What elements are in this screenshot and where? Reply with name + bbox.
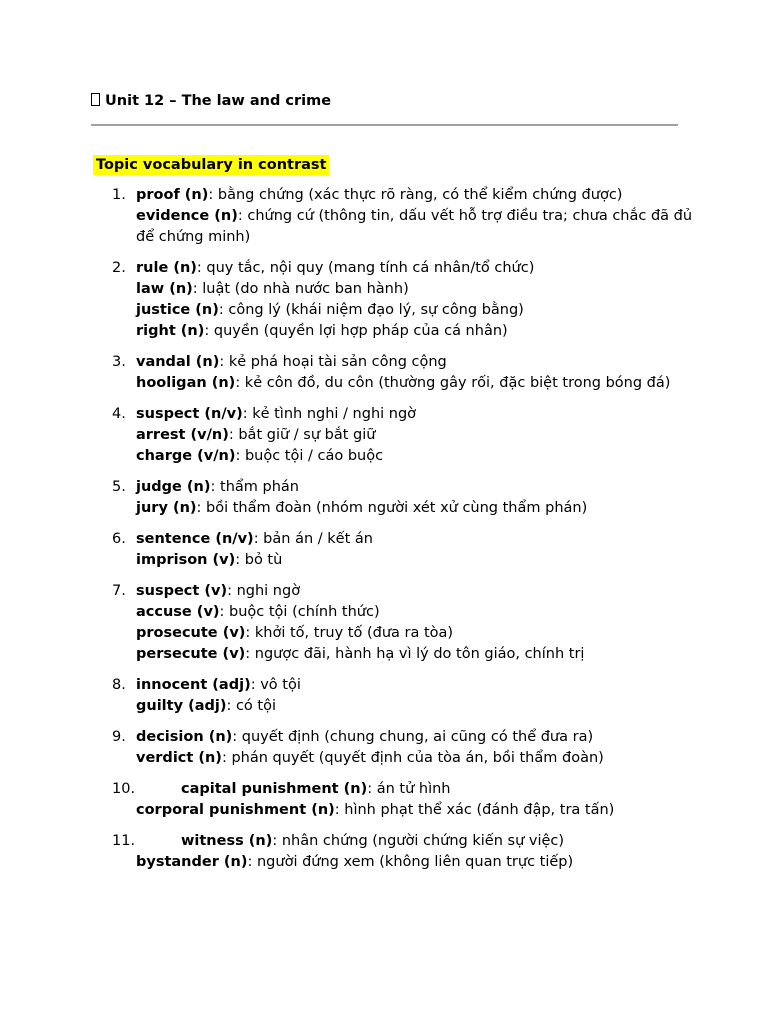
vocab-item — [0, 352, 768, 394]
vocab-item — [0, 675, 768, 717]
vocab-definition: : kẻ phá hoại tài sản công cộng — [219, 354, 447, 370]
vocab-definition: : chứng cứ (thông tin, dấu vết hỗ trợ điều tra; chưa chắc đã đủ để chứng minh) — [136, 208, 693, 245]
vocab-definition: : kẻ côn đồ, du côn (thường gây rối, đặc biệt trong bóng đá) — [235, 375, 671, 391]
vocab-definition: : nghi ngờ — [227, 583, 301, 599]
vocab-term: persecute (v) — [136, 646, 246, 662]
vocab-term: rule (n) — [136, 260, 197, 276]
vocab-item — [0, 581, 768, 665]
vocab-entry — [136, 675, 708, 696]
vocab-term: accuse (v) — [136, 604, 220, 620]
vocab-item — [0, 831, 768, 873]
vocab-term: right (n) — [136, 323, 205, 339]
item-number: 4. — [112, 406, 126, 422]
vocab-term: jury (n) — [136, 500, 197, 516]
vocab-entry — [136, 425, 708, 446]
vocab-definition: : nhân chứng (người chứng kiến sự việc) — [272, 833, 565, 849]
unit-title — [91, 92, 331, 110]
vocab-term: hooligan (n) — [136, 375, 236, 391]
item-number: 10. — [112, 781, 136, 797]
item-number: 11. — [112, 833, 136, 849]
vocab-term: justice (n) — [136, 302, 219, 318]
vocab-entry — [136, 300, 708, 321]
item-number: 7. — [112, 583, 126, 599]
vocab-definition: : quy tắc, nội quy (mang tính cá nhân/tổ chức) — [196, 260, 535, 276]
vocab-term: imprison (v) — [136, 552, 236, 568]
vocab-item — [0, 779, 768, 821]
vocab-term: suspect (n/v) — [136, 406, 243, 422]
vocab-entry — [136, 206, 708, 248]
item-number: 5. — [112, 479, 126, 495]
vocab-term: evidence (n) — [136, 208, 238, 224]
vocab-entry — [136, 477, 708, 498]
vocab-entry — [136, 404, 708, 425]
vocab-definition: : hình phạt thể xác (đánh đập, tra tấn) — [334, 802, 615, 818]
vocab-term: bystander (n) — [136, 854, 248, 870]
vocab-entry — [136, 550, 708, 571]
vocab-term: verdict (n) — [136, 750, 222, 766]
vocab-definition: : kẻ tình nghi / nghi ngờ — [242, 406, 417, 422]
vocab-definition: : vô tội — [250, 677, 301, 693]
vocab-entry — [136, 446, 708, 467]
vocab-term: innocent (adj) — [136, 677, 251, 693]
vocab-definition: : phán quyết (quyết định của tòa án, bồi thẩm đoàn) — [221, 750, 604, 766]
vocab-entry — [136, 644, 708, 665]
vocab-term: suspect (v) — [136, 583, 228, 599]
vocab-definition: : buộc tội / cáo buộc — [235, 448, 384, 464]
vocab-definition: : buộc tội (chính thức) — [219, 604, 380, 620]
missing-glyph-icon — [91, 93, 100, 106]
vocab-entry — [136, 373, 708, 394]
item-number: 9. — [112, 729, 126, 745]
item-number: 8. — [112, 677, 126, 693]
vocab-definition: : quyền (quyền lợi hợp pháp của cá nhân) — [204, 323, 508, 339]
vocab-term: corporal punishment (n) — [136, 802, 335, 818]
unit-title-text: Unit 12 – The law and crime — [105, 93, 332, 109]
vocab-definition: : luật (do nhà nước ban hành) — [192, 281, 409, 297]
section-title: Topic vocabulary in contrast — [93, 155, 329, 175]
item-number: 1. — [112, 187, 126, 203]
item-number: 3. — [112, 354, 126, 370]
item-number: 2. — [112, 260, 126, 276]
vocab-entry — [136, 727, 708, 748]
vocab-definition: : có tội — [226, 698, 277, 714]
vocab-definition: : khởi tố, truy tố (đưa ra tòa) — [245, 625, 454, 641]
vocab-definition: : thẩm phán — [210, 479, 299, 495]
vocab-entry — [136, 852, 708, 873]
vocab-item — [0, 727, 768, 769]
vocab-entry — [136, 321, 708, 342]
vocab-item — [0, 404, 768, 467]
vocab-term: arrest (v/n) — [136, 427, 229, 443]
vocabulary-list — [0, 185, 768, 883]
vocab-item — [0, 185, 768, 248]
vocab-entry — [136, 529, 708, 550]
vocab-definition: : ngược đãi, hành hạ vì lý do tôn giáo, chính trị — [245, 646, 585, 662]
vocab-term: sentence (n/v) — [136, 531, 254, 547]
vocab-term: capital punishment (n) — [181, 781, 368, 797]
vocab-definition: : bồi thẩm đoàn (nhóm người xét xử cùng thẩm phán) — [196, 500, 588, 516]
vocab-definition: : quyết định (chung chung, ai cũng có thể đưa ra) — [232, 729, 594, 745]
vocab-entry — [136, 748, 708, 769]
vocab-definition: : bằng chứng (xác thực rõ ràng, có thể kiểm chứng được) — [208, 187, 623, 203]
vocab-definition: : công lý (khái niệm đạo lý, sự công bằng) — [218, 302, 524, 318]
horizontal-divider — [91, 124, 678, 126]
vocab-entry — [136, 352, 708, 373]
vocab-entry — [136, 602, 708, 623]
vocab-entry — [136, 779, 708, 800]
vocab-entry — [136, 498, 708, 519]
vocab-definition: : người đứng xem (không liên quan trực tiếp) — [247, 854, 574, 870]
vocab-term: prosecute (v) — [136, 625, 246, 641]
vocab-item — [0, 477, 768, 519]
vocab-entry — [136, 696, 708, 717]
vocab-entry — [136, 258, 708, 279]
vocab-term: proof (n) — [136, 187, 209, 203]
vocab-entry — [136, 279, 708, 300]
vocab-entry — [136, 800, 708, 821]
vocab-definition: : án tử hình — [367, 781, 451, 797]
vocab-term: decision (n) — [136, 729, 233, 745]
item-number: 6. — [112, 531, 126, 547]
vocab-definition: : bỏ tù — [235, 552, 283, 568]
vocab-term: judge (n) — [136, 479, 211, 495]
vocab-item — [0, 258, 768, 342]
vocab-term: witness (n) — [181, 833, 273, 849]
vocab-entry — [136, 623, 708, 644]
vocab-entry — [136, 185, 708, 206]
vocab-entry — [136, 831, 708, 852]
vocab-term: guilty (adj) — [136, 698, 227, 714]
vocab-definition: : bản án / kết án — [253, 531, 373, 547]
vocab-entry — [136, 581, 708, 602]
vocab-term: vandal (n) — [136, 354, 220, 370]
vocab-term: charge (v/n) — [136, 448, 236, 464]
vocab-item — [0, 529, 768, 571]
vocab-term: law (n) — [136, 281, 193, 297]
vocab-definition: : bắt giữ / sự bắt giữ — [228, 427, 376, 443]
